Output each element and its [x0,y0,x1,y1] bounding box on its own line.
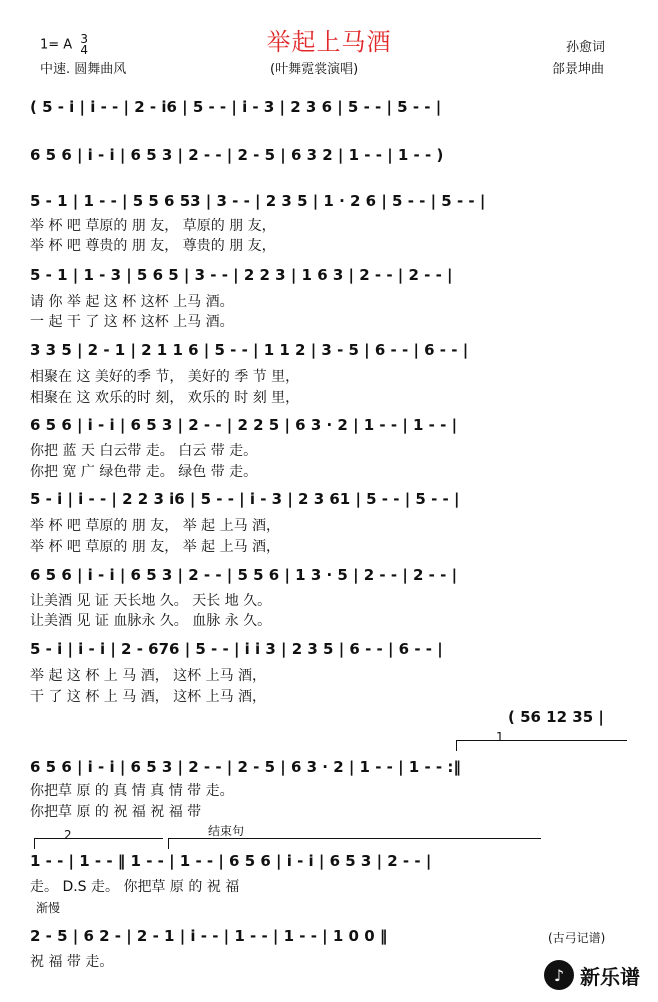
staff-row: 6 5 6 | i - i | 6 5 3 | 2 - - | 2 2 5 | 6 3 · 2 | 1 - - | 1 - - | [30,416,458,434]
staff-row: 5 - i | i - i | 2 - 676 | 5 - - | i i 3 | 2 3 5 | 6 - - | 6 - - | [30,640,443,658]
staff-row: 6 5 6 | i - i | 6 5 3 | 2 - - | 2 - 5 | 6 3 2 | 1 - - | 1 - - ) [30,146,444,164]
lyric-row: 让美酒 见 证 血脉永 久。 血脉 永 久。 [30,613,272,629]
first-ending-bracket [456,740,627,751]
staff-row: 6 5 6 | i - i | 6 5 3 | 2 - - | 5 5 6 | 1 3 · 5 | 2 - - | 2 - - | [30,566,458,584]
song-title: 举起上马酒 [266,28,392,56]
time-top: 3 [80,32,88,46]
lyric-row: 举 杯 吧 草原的 朋 友， 举 起 上马 酒， [30,539,281,555]
staff-row: 6 5 6 | i - i | 6 5 3 | 2 - - | 2 - 5 | 6 3 · 2 | 1 - - | 1 - - :‖ [30,758,461,776]
staff-row: 3 3 5 | 2 - 1 | 2 1 1 6 | 5 - - | 1 1 2 | 3 - 5 | 6 - - | 6 - - | [30,341,469,359]
staff-row: 5 - 1 | 1 - - | 5 5 6 53 | 3 - - | 2 3 5 | 1 · 2 6 | 5 - - | 5 - - | [30,192,486,210]
coda-bracket [168,838,541,849]
lyric-row: 举 起 这 杯 上 马 酒， 这杯 上马 酒， [30,668,267,684]
first-ending-number: 1 [496,730,504,744]
logo-text: 新乐谱 [580,964,640,989]
lyric-row: 请 你 举 起 这 杯 这杯 上马 酒。 [30,294,234,310]
key-label: 1= A [40,37,73,53]
lyric-row: 举 杯 吧 草原的 朋 友， 草原的 朋 友， [30,218,276,234]
lyric-row: 一 起 干 了 这 杯 这杯 上马 酒。 [30,314,234,330]
tempo-marking: 中速. 圆舞曲风 [40,62,127,77]
lyric-row: 你把草 原 的 真 情 真 情 带 走。 [30,783,234,799]
lyric-row: 走。 D.S 走。 你把草 原 的 祝 福 [30,879,240,895]
staff-row: 2 - 5 | 6 2 - | 2 - 1 | i - - | 1 - - | 1 - - | 1 0 0 ‖ [30,927,388,945]
lyric-row: 你把 蓝 天 白云带 走。 白云 带 走。 [30,443,258,459]
lyric-row: 相聚在 这 欢乐的时 刻， 欢乐的 时 刻 里， [30,390,300,406]
key-signature [40,34,88,56]
staff-row: 5 - 1 | 1 - 3 | 5 6 5 | 3 - - | 2 2 3 | 1 6 3 | 2 - - | 2 - - | [30,266,453,284]
lyric-row: 祝 福 带 走。 [30,954,114,970]
time-bottom: 4 [80,43,88,57]
lyric-row: 举 杯 吧 尊贵的 朋 友， 尊贵的 朋 友， [30,238,276,254]
second-ending-number: 2 [64,828,72,842]
lyric-row: 举 杯 吧 草原的 朋 友， 举 起 上马 酒， [30,518,281,534]
lyric-row: 让美酒 见 证 天长地 久。 天长 地 久。 [30,593,272,609]
staff-row: ( 5 - i | i - - | 2 - i6 | 5 - - | i - 3 | 2 3 6 | 5 - - | 5 - - | [30,98,442,116]
performer: (叶舞霓裳演唱) [270,62,359,77]
tempo-slowing-mark: 渐慢 [36,901,61,915]
staff-row: 1 - - | 1 - - ‖ 1 - - | 1 - - | 6 5 6 | i - i | 6 5 3 | 2 - - | [30,852,432,870]
notation-note: (古弓记谱) [548,931,606,945]
composer: 郃景坤曲 [552,62,605,77]
lyric-row: 你把草 原 的 祝 福 祝 福 带 [30,804,202,820]
lyric-row: 干 了 这 杯 上 马 酒， 这杯 上马 酒， [30,689,267,705]
lyric-row: 相聚在 这 美好的季 节， 美好的 季 节 里， [30,369,300,385]
music-note-icon: ♪ [544,960,574,990]
site-logo [544,960,640,990]
staff-row: 5 - i | i - - | 2 2 3 i6 | 5 - - | i - 3 | 2 3 61 | 5 - - | 5 - - | [30,490,460,508]
pickup-notes: ( 56 12 35 | [508,708,604,726]
lyric-row: 你把 宽 广 绿色带 走。 绿色 带 走。 [30,464,258,480]
second-ending-bracket [34,838,163,849]
time-signature [80,34,88,56]
lyricist: 孙愈词 [566,40,606,55]
ending-phrase-label: 结束句 [208,824,245,838]
